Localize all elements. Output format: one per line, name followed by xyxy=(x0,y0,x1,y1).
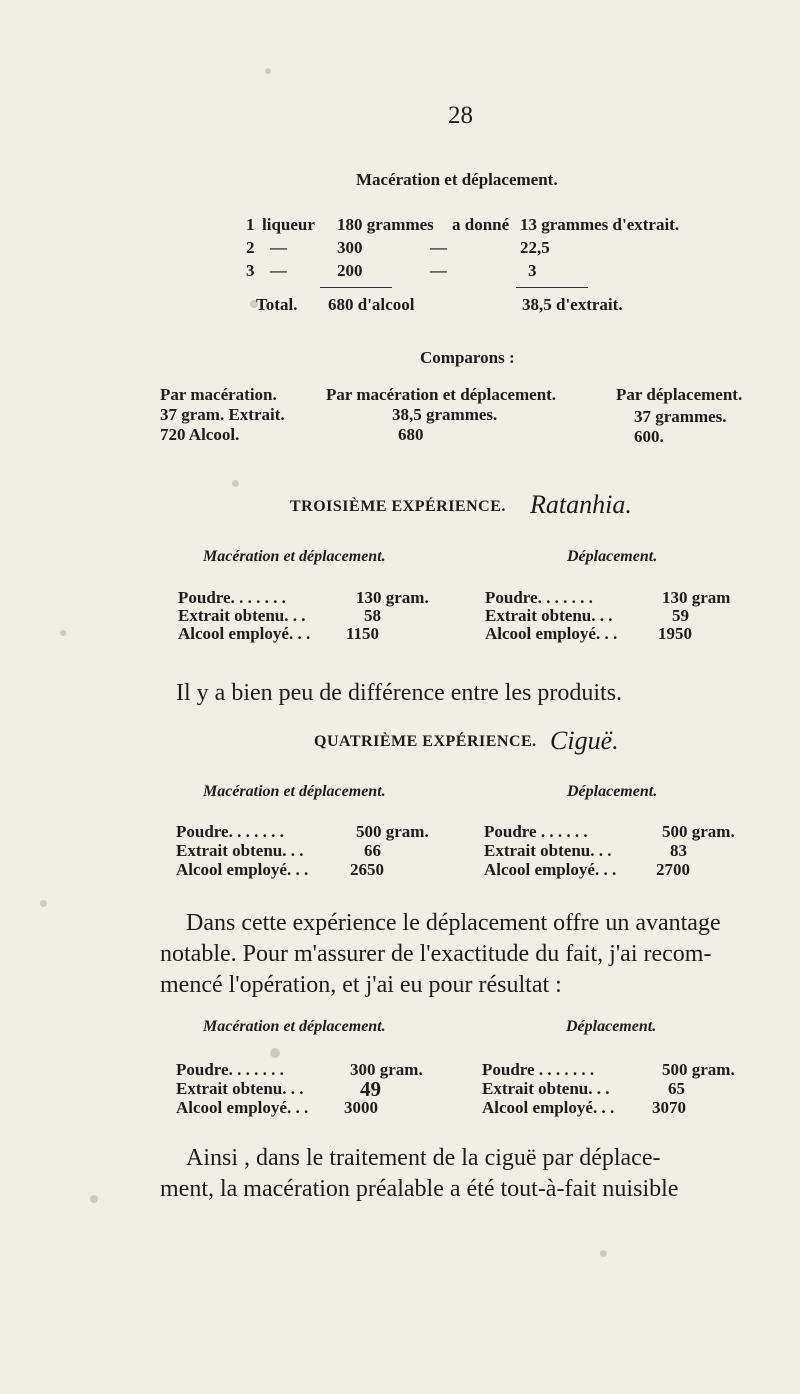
row-value: 130 gram. xyxy=(356,588,429,607)
paragraph-line: Dans cette expérience le déplacement offre un avantage xyxy=(186,910,721,936)
row-verb: a donné xyxy=(452,215,510,234)
row-value: 58 xyxy=(364,606,381,625)
row-value: 130 gram xyxy=(662,588,731,607)
row-label: liqueur xyxy=(262,215,315,234)
column-head: Déplacement. xyxy=(567,783,658,800)
sum-rule xyxy=(516,287,588,288)
row-label: Extrait obtenu. . . xyxy=(178,606,306,625)
row-label: Alcool employé. . . xyxy=(176,1098,309,1117)
row-value: 500 gram. xyxy=(356,822,429,841)
comparons-title: Comparons : xyxy=(420,348,515,367)
row-result: 22,5 xyxy=(520,238,550,257)
row-num: 3 xyxy=(246,261,255,280)
row-verb: — xyxy=(430,261,447,280)
page-number: 28 xyxy=(448,102,473,129)
row-value: 3000 xyxy=(344,1098,378,1117)
row-value: 49 xyxy=(360,1077,381,1101)
row-label: — xyxy=(270,238,287,257)
column-head: Macération et déplacement. xyxy=(203,783,386,800)
total-label: Total. xyxy=(256,295,298,314)
paragraph-line: notable. Pour m'assurer de l'exactitude du fait, j'ai recom- xyxy=(160,941,712,967)
row-qty: 200 xyxy=(337,261,363,280)
row-label: Poudre. . . . . . . xyxy=(176,1060,284,1079)
paper-speck xyxy=(270,1048,280,1058)
row-value: 2700 xyxy=(656,860,690,879)
comparison-value: 680 xyxy=(398,425,424,444)
row-label: Extrait obtenu. . . xyxy=(484,841,612,860)
row-num: 2 xyxy=(246,238,255,257)
comparison-value: 38,5 grammes. xyxy=(392,405,498,424)
plant-name: Ciguë. xyxy=(550,726,619,755)
row-qty: 300 xyxy=(337,238,363,257)
row-label: Extrait obtenu. . . xyxy=(485,606,613,625)
row-value: 3070 xyxy=(652,1098,686,1117)
comparison-value: 37 grammes. xyxy=(634,407,727,426)
row-label: Alcool employé. . . xyxy=(484,860,617,879)
experiment-heading: TROISIÈME EXPÉRIENCE. xyxy=(290,498,506,515)
row-label: — xyxy=(270,261,287,280)
row-label: Poudre . . . . . . xyxy=(484,822,588,841)
column-head: Déplacement. xyxy=(566,1018,657,1035)
total-alcohol: 680 d'alcool xyxy=(328,295,415,314)
row-label: Poudre. . . . . . . xyxy=(178,588,286,607)
row-value: 83 xyxy=(670,841,687,860)
row-label: Poudre. . . . . . . xyxy=(485,588,593,607)
paper-speck xyxy=(60,630,66,636)
row-num: 1 xyxy=(246,215,255,234)
section-title: Macération et déplacement. xyxy=(356,170,558,189)
row-label: Poudre. . . . . . . xyxy=(176,822,284,841)
row-value: 300 gram. xyxy=(350,1060,423,1079)
plant-name: Ratanhia. xyxy=(530,490,632,519)
row-result: 13 grammes d'extrait. xyxy=(520,215,680,234)
conclusion-text: Il y a bien peu de différence entre les produits. xyxy=(176,680,623,706)
paper-speck xyxy=(90,1195,98,1203)
row-label: Poudre . . . . . . . xyxy=(482,1060,595,1079)
comparison-value: 600. xyxy=(634,427,664,446)
row-value: 1150 xyxy=(346,624,380,643)
paper-speck xyxy=(600,1250,607,1257)
row-verb: — xyxy=(430,238,447,257)
paragraph-line: Ainsi , dans le traitement de la ciguë par déplace- xyxy=(186,1145,661,1171)
column-head: Macération et déplacement. xyxy=(203,1018,386,1035)
row-qty: 180 grammes xyxy=(337,215,434,234)
row-label: Extrait obtenu. . . xyxy=(176,841,304,860)
row-value: 500 gram. xyxy=(662,1060,735,1079)
paragraph-line: ment, la macération préalable a été tout-à-fait nuisible xyxy=(160,1176,679,1202)
paper-speck xyxy=(40,900,47,907)
row-value: 500 gram. xyxy=(662,822,735,841)
row-value: 65 xyxy=(668,1079,685,1098)
column-head: Macération et déplacement. xyxy=(203,548,386,565)
row-label: Alcool employé. . . xyxy=(482,1098,615,1117)
row-value: 59 xyxy=(672,606,689,625)
row-value: 66 xyxy=(364,841,381,860)
column-head: Déplacement. xyxy=(567,548,658,565)
row-result: 3 xyxy=(528,261,537,280)
row-label: Alcool employé. . . xyxy=(485,624,618,643)
row-label: Alcool employé. . . xyxy=(178,624,311,643)
row-value: 2650 xyxy=(350,860,384,879)
row-label: Alcool employé. . . xyxy=(176,860,309,879)
comparison-head: Par macération. xyxy=(160,385,277,404)
paper-speck xyxy=(232,480,239,487)
comparison-head: Par macération et déplacement. xyxy=(326,385,557,404)
row-value: 1950 xyxy=(658,624,692,643)
row-label: Extrait obtenu. . . xyxy=(482,1079,610,1098)
comparison-value: 37 gram. Extrait. xyxy=(160,405,285,424)
paper-speck xyxy=(265,68,271,74)
total-extract: 38,5 d'extrait. xyxy=(522,295,623,314)
paragraph-line: mencé l'opération, et j'ai eu pour résultat : xyxy=(160,972,562,998)
comparison-value: 720 Alcool. xyxy=(160,425,240,444)
comparison-head: Par déplacement. xyxy=(616,385,743,404)
sum-rule xyxy=(320,287,392,288)
experiment-heading: QUATRIÈME EXPÉRIENCE. xyxy=(314,733,537,750)
row-label: Extrait obtenu. . . xyxy=(176,1079,304,1098)
